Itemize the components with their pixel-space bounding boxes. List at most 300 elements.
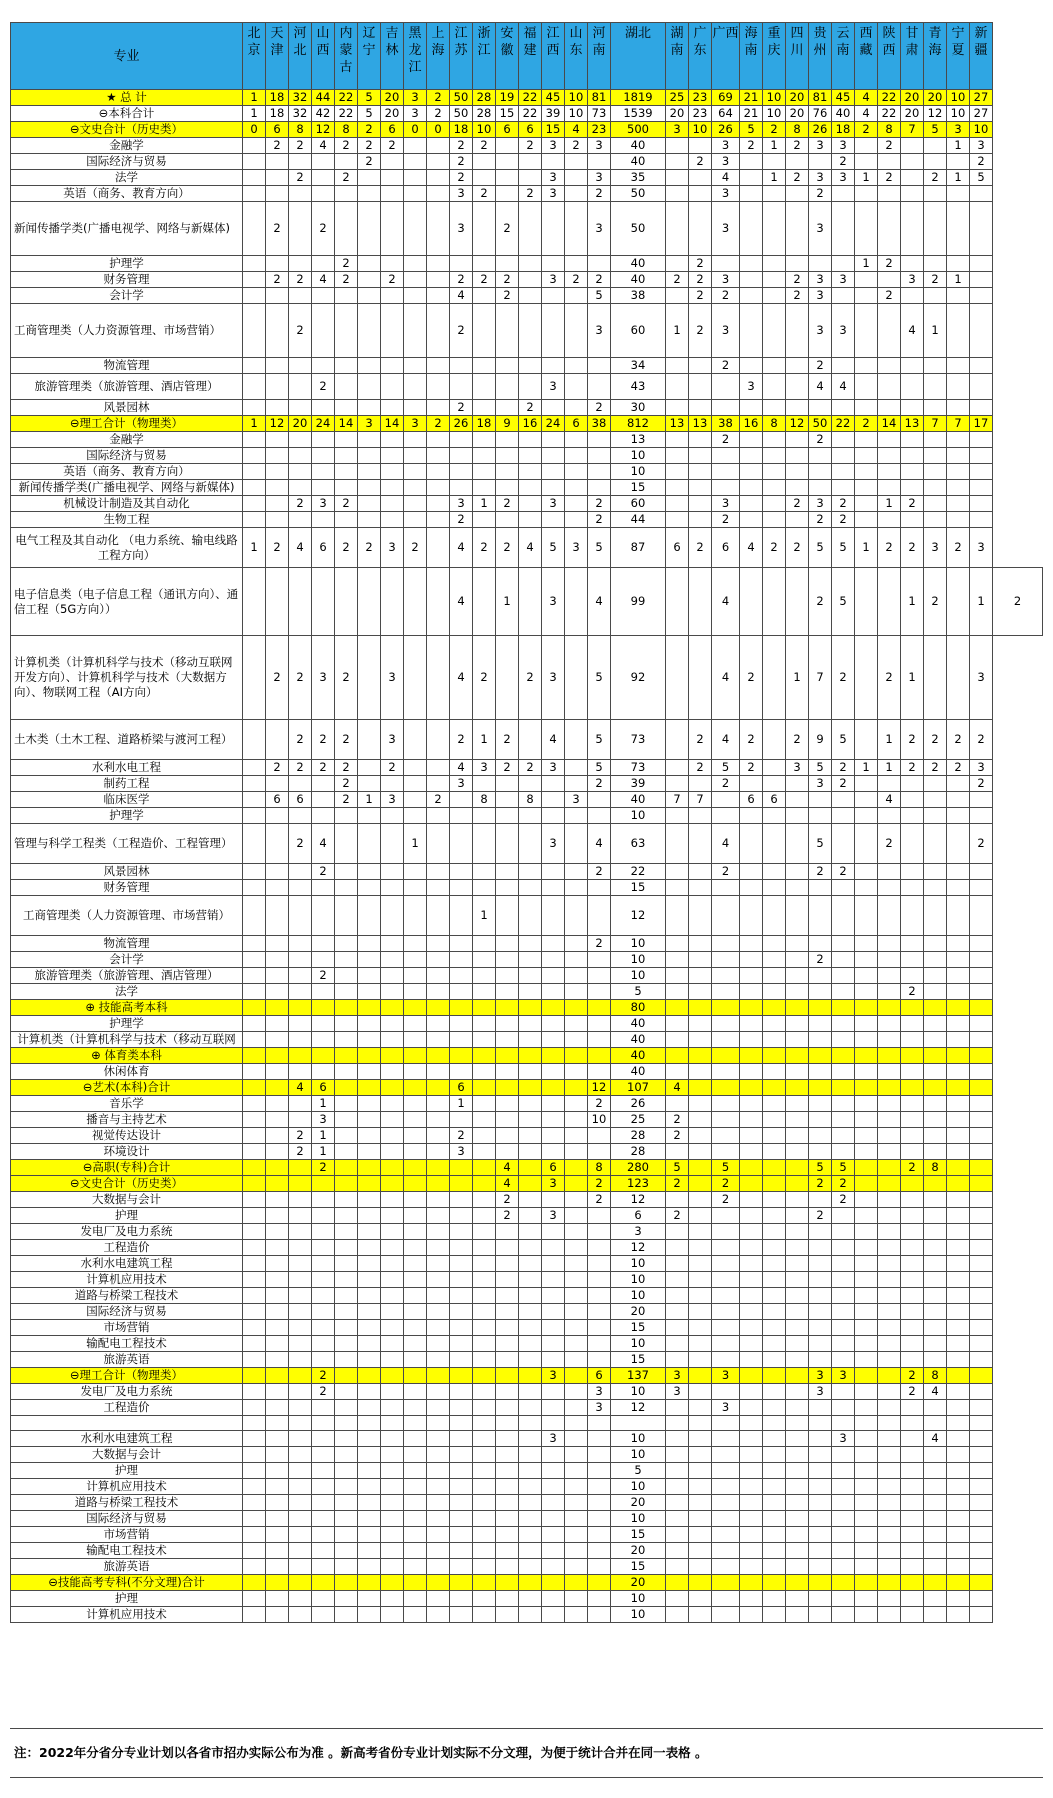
quota-cell — [519, 880, 542, 896]
quota-cell — [786, 1304, 809, 1320]
quota-cell — [786, 1416, 809, 1431]
quota-cell — [588, 1336, 611, 1352]
quota-cell: 2 — [832, 776, 855, 792]
quota-cell: 8 — [763, 416, 786, 432]
quota-cell — [588, 256, 611, 272]
quota-cell — [519, 776, 542, 792]
quota-cell: 1 — [970, 568, 993, 636]
quota-cell — [712, 1064, 740, 1080]
quota-cell: 7 — [901, 122, 924, 138]
quota-cell — [855, 568, 878, 636]
quota-cell — [312, 512, 335, 528]
quota-cell — [312, 1032, 335, 1048]
quota-cell: 2 — [335, 720, 358, 760]
quota-cell — [427, 1112, 450, 1128]
quota-cell: 1 — [496, 568, 519, 636]
quota-cell — [519, 1112, 542, 1128]
quota-cell — [855, 448, 878, 464]
quota-cell — [381, 1016, 404, 1032]
quota-cell — [404, 1192, 427, 1208]
quota-cell — [763, 1384, 786, 1400]
quota-cell: 2 — [901, 720, 924, 760]
quota-cell — [358, 1272, 381, 1288]
quota-cell — [855, 1352, 878, 1368]
quota-cell — [358, 880, 381, 896]
quota-cell: 2 — [335, 760, 358, 776]
quota-cell — [496, 1575, 519, 1591]
major-name-cell: 国际经济与贸易 — [11, 154, 243, 170]
quota-cell — [565, 808, 588, 824]
quota-cell — [924, 1032, 947, 1048]
quota-cell — [740, 1240, 763, 1256]
quota-cell: 2 — [335, 272, 358, 288]
major-name-cell: ⊖本科合计 — [11, 106, 243, 122]
quota-cell: 3 — [924, 528, 947, 568]
quota-cell — [450, 1591, 473, 1607]
quota-cell — [473, 1016, 496, 1032]
quota-cell — [712, 464, 740, 480]
quota-cell: 14 — [335, 416, 358, 432]
quota-cell — [427, 1256, 450, 1272]
quota-cell — [565, 896, 588, 936]
quota-cell — [358, 358, 381, 374]
quota-cell — [519, 374, 542, 400]
major-name-cell: 财务管理 — [11, 880, 243, 896]
quota-cell — [358, 1495, 381, 1511]
quota-cell — [289, 186, 312, 202]
quota-cell — [712, 1288, 740, 1304]
quota-cell: 6 — [740, 792, 763, 808]
quota-cell: 3 — [712, 186, 740, 202]
quota-cell — [786, 1128, 809, 1144]
quota-cell — [855, 496, 878, 512]
quota-cell — [712, 1144, 740, 1160]
quota-cell: 27 — [970, 90, 993, 106]
quota-cell — [542, 936, 565, 952]
quota-cell — [763, 1128, 786, 1144]
quota-cell: 2 — [450, 1128, 473, 1144]
quota-cell — [588, 1064, 611, 1080]
quota-cell — [809, 1559, 832, 1575]
quota-cell — [266, 1495, 289, 1511]
quota-cell — [404, 1384, 427, 1400]
quota-cell — [266, 776, 289, 792]
quota-cell — [855, 1224, 878, 1240]
quota-cell — [947, 1543, 970, 1559]
table-body — [11, 90, 1043, 1623]
quota-cell — [689, 1511, 712, 1527]
quota-cell — [473, 1112, 496, 1128]
quota-cell — [404, 1032, 427, 1048]
quota-cell — [763, 1160, 786, 1176]
quota-cell — [689, 1559, 712, 1575]
quota-cell — [381, 1160, 404, 1176]
quota-cell — [786, 568, 809, 636]
quota-cell: 34 — [611, 358, 666, 374]
quota-cell — [427, 304, 450, 358]
quota-cell — [519, 808, 542, 824]
quota-cell — [496, 480, 519, 496]
quota-cell — [740, 1352, 763, 1368]
quota-cell: 2 — [358, 528, 381, 568]
quota-cell — [878, 1543, 901, 1559]
quota-cell — [855, 1288, 878, 1304]
quota-cell — [358, 186, 381, 202]
major-name-cell: 管理与科学工程类（工程造价、工程管理） — [11, 824, 243, 864]
quota-cell — [901, 1016, 924, 1032]
major-name-cell: 制药工程 — [11, 776, 243, 792]
quota-cell — [450, 984, 473, 1000]
quota-cell — [689, 1112, 712, 1128]
major-name-cell: 生物工程 — [11, 512, 243, 528]
quota-cell: 23 — [689, 106, 712, 122]
quota-cell: 1 — [473, 896, 496, 936]
quota-cell — [878, 1479, 901, 1495]
quota-cell — [689, 496, 712, 512]
quota-cell — [266, 1431, 289, 1447]
quota-cell — [740, 1272, 763, 1288]
summary-row — [11, 1368, 1043, 1384]
quota-cell — [809, 464, 832, 480]
quota-cell — [901, 1607, 924, 1623]
quota-cell — [335, 1511, 358, 1527]
quota-cell — [358, 1128, 381, 1144]
quota-cell — [266, 1304, 289, 1320]
quota-cell — [924, 1240, 947, 1256]
quota-cell — [763, 1016, 786, 1032]
quota-cell — [496, 896, 519, 936]
quota-cell: 2 — [832, 512, 855, 528]
table-row — [11, 1400, 1043, 1416]
quota-cell: 2 — [266, 138, 289, 154]
quota-cell — [809, 968, 832, 984]
quota-cell — [855, 1575, 878, 1591]
quota-cell — [473, 1431, 496, 1447]
quota-cell — [970, 1352, 993, 1368]
quota-cell — [266, 968, 289, 984]
quota-cell — [970, 1240, 993, 1256]
quota-cell — [786, 1032, 809, 1048]
quota-cell — [542, 880, 565, 896]
quota-cell — [289, 432, 312, 448]
quota-cell — [404, 448, 427, 464]
quota-cell — [740, 1479, 763, 1495]
quota-cell — [427, 568, 450, 636]
quota-cell — [496, 170, 519, 186]
quota-cell — [312, 170, 335, 186]
table-row — [11, 1527, 1043, 1543]
quota-cell — [565, 1607, 588, 1623]
quota-cell — [289, 1416, 312, 1431]
quota-cell: 8 — [289, 122, 312, 138]
quota-cell — [786, 1256, 809, 1272]
quota-cell — [924, 1511, 947, 1527]
quota-cell: 20 — [611, 1575, 666, 1591]
quota-cell — [289, 448, 312, 464]
quota-cell — [588, 1511, 611, 1527]
quota-cell — [924, 1192, 947, 1208]
quota-cell: 20 — [901, 90, 924, 106]
quota-cell — [450, 1543, 473, 1559]
quota-cell — [832, 186, 855, 202]
quota-cell — [519, 1431, 542, 1447]
quota-cell — [832, 1208, 855, 1224]
quota-cell — [381, 968, 404, 984]
quota-cell — [947, 1607, 970, 1623]
quota-cell: 3 — [358, 416, 381, 432]
quota-cell — [970, 1511, 993, 1527]
quota-cell — [542, 1144, 565, 1160]
quota-cell — [565, 776, 588, 792]
quota-cell — [901, 1240, 924, 1256]
quota-cell — [855, 1160, 878, 1176]
quota-cell — [565, 1128, 588, 1144]
major-name-cell: 市场营销 — [11, 1320, 243, 1336]
quota-cell — [740, 288, 763, 304]
quota-cell — [404, 1176, 427, 1192]
quota-cell: 6 — [289, 792, 312, 808]
quota-cell — [809, 1431, 832, 1447]
quota-cell — [358, 1144, 381, 1160]
quota-cell — [381, 1096, 404, 1112]
summary-row — [11, 1160, 1043, 1176]
quota-cell — [740, 1368, 763, 1384]
quota-cell — [243, 1431, 266, 1447]
quota-cell — [519, 1447, 542, 1463]
quota-cell — [855, 1080, 878, 1096]
quota-cell — [289, 1320, 312, 1336]
quota-cell — [878, 374, 901, 400]
quota-cell: 10 — [947, 90, 970, 106]
quota-cell — [312, 1272, 335, 1288]
quota-cell — [312, 1240, 335, 1256]
quota-cell — [924, 1320, 947, 1336]
quota-cell — [381, 358, 404, 374]
quota-cell — [404, 776, 427, 792]
quota-cell — [404, 400, 427, 416]
quota-cell: 2 — [289, 138, 312, 154]
quota-cell: 18 — [266, 90, 289, 106]
quota-cell — [496, 1032, 519, 1048]
quota-cell — [924, 138, 947, 154]
quota-cell — [832, 1080, 855, 1096]
quota-cell — [588, 374, 611, 400]
quota-cell — [404, 464, 427, 480]
quota-cell — [832, 1144, 855, 1160]
quota-cell: 50 — [809, 416, 832, 432]
table-row — [11, 1352, 1043, 1368]
quota-cell — [855, 272, 878, 288]
quota-cell — [565, 400, 588, 416]
quota-cell — [947, 256, 970, 272]
quota-cell — [473, 1256, 496, 1272]
quota-cell — [312, 1176, 335, 1192]
quota-cell — [519, 1176, 542, 1192]
quota-cell — [970, 496, 993, 512]
quota-cell: 4 — [809, 374, 832, 400]
quota-cell: 2 — [335, 256, 358, 272]
quota-cell — [243, 984, 266, 1000]
quota-cell: 28 — [473, 106, 496, 122]
major-name-cell: 英语（商务、教育方向） — [11, 464, 243, 480]
quota-cell: 30 — [611, 400, 666, 416]
quota-cell — [901, 1176, 924, 1192]
quota-cell — [450, 952, 473, 968]
major-name-cell: 视觉传达设计 — [11, 1128, 243, 1144]
quota-cell — [809, 1288, 832, 1304]
quota-cell — [312, 808, 335, 824]
quota-cell — [901, 1256, 924, 1272]
quota-cell: 15 — [611, 880, 666, 896]
quota-cell: 2 — [565, 138, 588, 154]
quota-cell — [901, 896, 924, 936]
quota-cell: 20 — [381, 90, 404, 106]
quota-cell — [878, 1575, 901, 1591]
quota-cell — [970, 432, 993, 448]
quota-cell — [289, 808, 312, 824]
quota-cell: 5 — [588, 288, 611, 304]
major-name-cell: 风景园林 — [11, 864, 243, 880]
quota-cell — [542, 1320, 565, 1336]
table-row — [11, 448, 1043, 464]
quota-cell — [832, 1352, 855, 1368]
quota-cell — [924, 1256, 947, 1272]
quota-cell — [404, 968, 427, 984]
quota-cell: 2 — [312, 1368, 335, 1384]
quota-cell: 3 — [404, 90, 427, 106]
quota-cell — [473, 1559, 496, 1575]
quota-cell: 5 — [832, 528, 855, 568]
quota-cell: 8 — [519, 792, 542, 808]
quota-cell — [289, 1384, 312, 1400]
quota-cell — [878, 400, 901, 416]
quota-cell — [542, 808, 565, 824]
table-row — [11, 374, 1043, 400]
table-row — [11, 1320, 1043, 1336]
quota-cell — [542, 1463, 565, 1479]
quota-cell — [266, 496, 289, 512]
quota-cell — [740, 1048, 763, 1064]
quota-cell — [689, 1144, 712, 1160]
quota-cell — [496, 984, 519, 1000]
quota-cell — [243, 936, 266, 952]
quota-cell — [335, 1575, 358, 1591]
quota-cell — [924, 1128, 947, 1144]
quota-cell — [565, 760, 588, 776]
quota-cell — [427, 464, 450, 480]
quota-cell — [335, 1527, 358, 1543]
quota-cell — [496, 1112, 519, 1128]
quota-cell — [763, 1208, 786, 1224]
quota-cell — [289, 1336, 312, 1352]
quota-cell — [381, 1463, 404, 1479]
quota-cell — [763, 464, 786, 480]
quota-cell — [381, 1288, 404, 1304]
quota-cell — [266, 1256, 289, 1272]
quota-cell — [450, 1192, 473, 1208]
quota-cell — [519, 1144, 542, 1160]
quota-cell — [689, 880, 712, 896]
quota-cell: 3 — [450, 496, 473, 512]
quota-cell — [689, 138, 712, 154]
quota-cell — [878, 1272, 901, 1288]
quota-cell — [947, 1384, 970, 1400]
quota-cell: 4 — [588, 568, 611, 636]
quota-cell — [763, 400, 786, 416]
quota-cell — [243, 1160, 266, 1176]
quota-cell: 2 — [358, 122, 381, 138]
quota-cell — [970, 358, 993, 374]
quota-cell — [878, 1495, 901, 1511]
quota-cell — [809, 1447, 832, 1463]
quota-cell: 4 — [312, 272, 335, 288]
quota-cell — [763, 720, 786, 760]
quota-cell — [335, 480, 358, 496]
quota-cell — [970, 1384, 993, 1400]
quota-cell — [381, 1192, 404, 1208]
quota-cell: 21 — [740, 106, 763, 122]
quota-cell: 45 — [832, 90, 855, 106]
quota-cell — [740, 202, 763, 256]
quota-cell — [740, 1144, 763, 1160]
quota-cell — [786, 1495, 809, 1511]
quota-cell — [243, 968, 266, 984]
quota-cell — [712, 1527, 740, 1543]
quota-cell: 3 — [809, 304, 832, 358]
table-row — [11, 880, 1043, 896]
quota-cell — [266, 1416, 289, 1431]
quota-cell: 1 — [947, 272, 970, 288]
quota-cell — [404, 358, 427, 374]
quota-cell — [404, 1144, 427, 1160]
quota-cell — [970, 1112, 993, 1128]
quota-cell — [855, 358, 878, 374]
quota-cell — [740, 824, 763, 864]
quota-cell: 3 — [450, 1144, 473, 1160]
major-name-cell: 护理 — [11, 1208, 243, 1224]
quota-cell — [763, 480, 786, 496]
quota-cell: 40 — [611, 138, 666, 154]
quota-cell: 1 — [878, 496, 901, 512]
quota-cell — [427, 1400, 450, 1416]
quota-cell — [243, 864, 266, 880]
quota-cell — [740, 400, 763, 416]
major-name-cell: 法学 — [11, 170, 243, 186]
quota-cell — [666, 1527, 689, 1543]
quota-cell: 2 — [312, 202, 335, 256]
quota-cell — [519, 720, 542, 760]
quota-cell — [358, 496, 381, 512]
quota-cell — [740, 1416, 763, 1431]
quota-cell — [855, 792, 878, 808]
quota-cell: 1 — [358, 792, 381, 808]
quota-cell — [473, 432, 496, 448]
quota-cell — [519, 1288, 542, 1304]
quota-cell — [496, 1128, 519, 1144]
quota-cell — [542, 1400, 565, 1416]
quota-cell: 6 — [611, 1208, 666, 1224]
quota-cell: 2 — [312, 864, 335, 880]
quota-cell — [519, 288, 542, 304]
quota-cell — [289, 202, 312, 256]
table-row — [11, 1288, 1043, 1304]
quota-cell — [878, 1304, 901, 1320]
quota-cell — [901, 288, 924, 304]
quota-cell — [427, 1591, 450, 1607]
quota-cell — [763, 1304, 786, 1320]
table-row — [11, 896, 1043, 936]
quota-cell: 2 — [473, 272, 496, 288]
